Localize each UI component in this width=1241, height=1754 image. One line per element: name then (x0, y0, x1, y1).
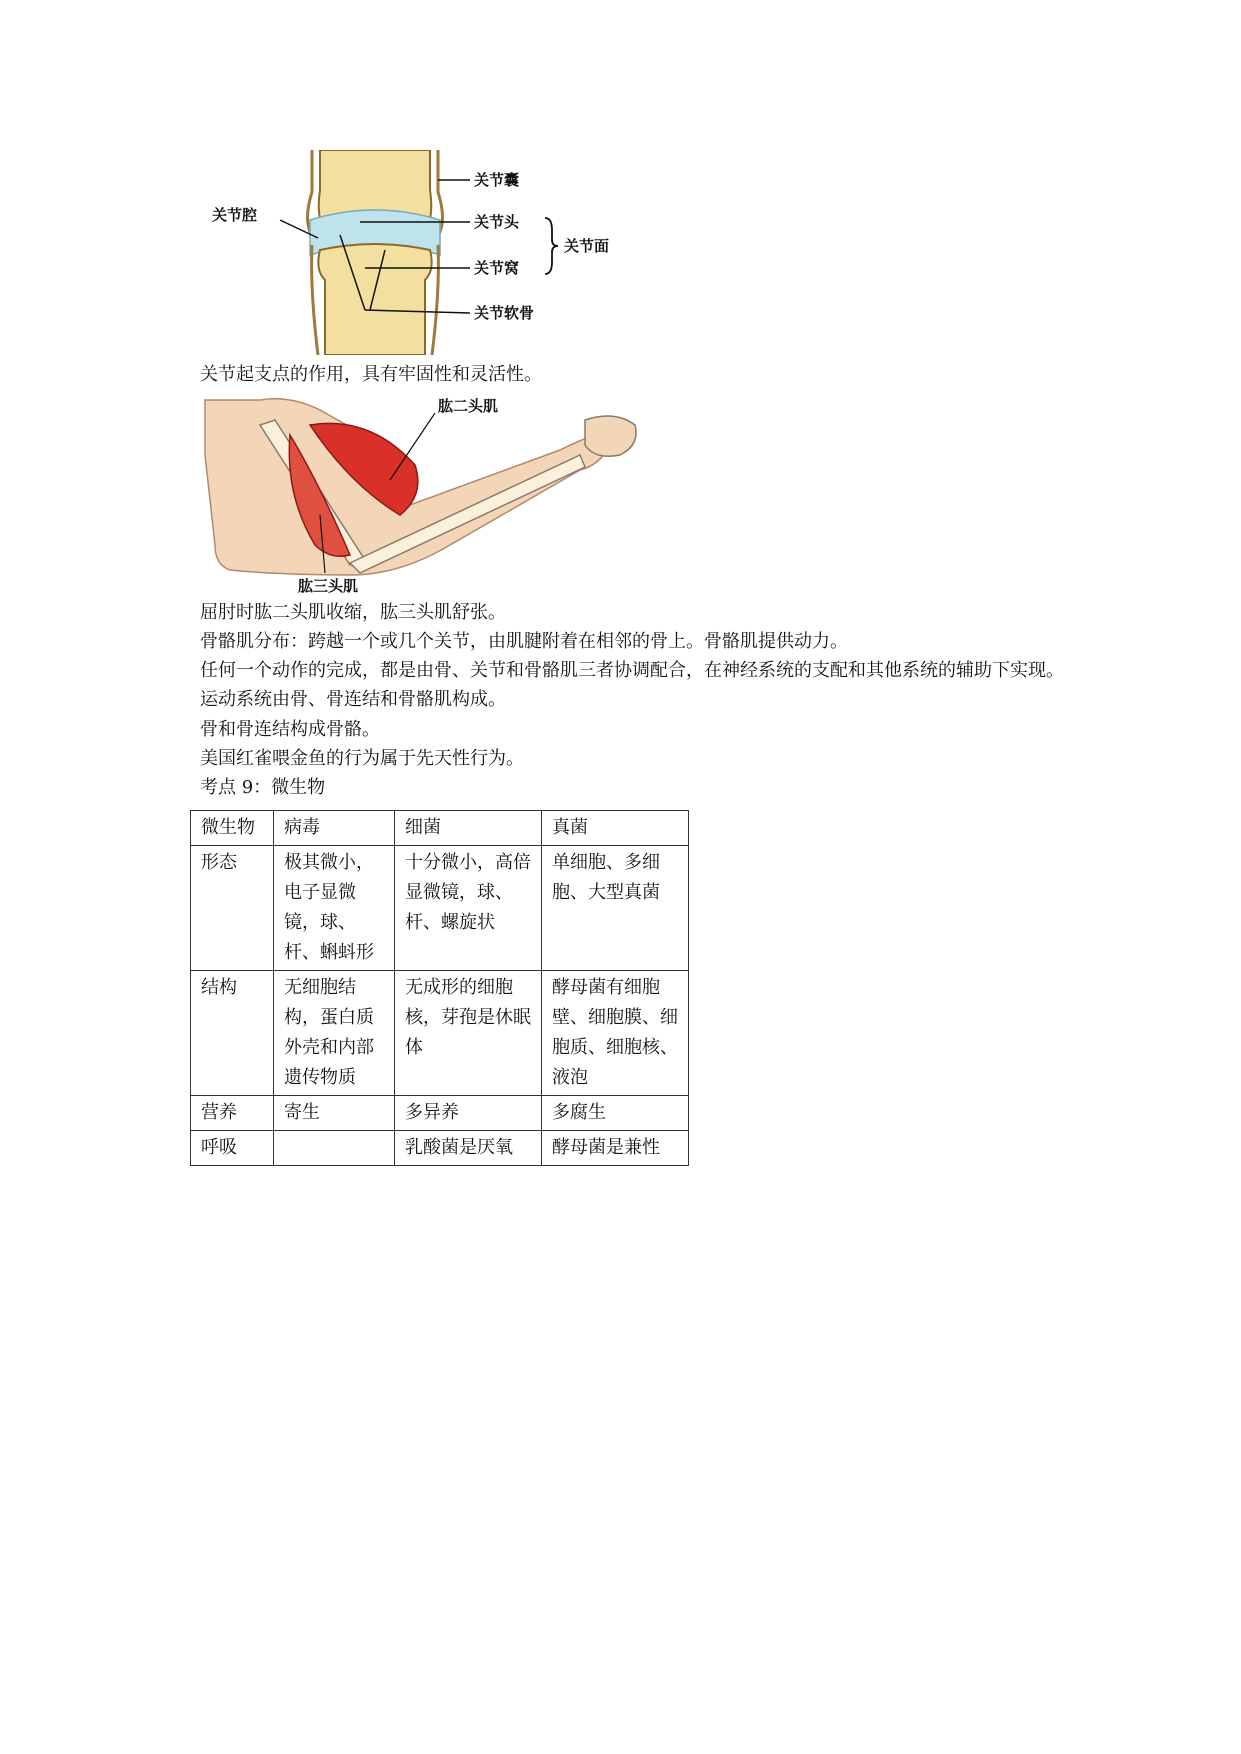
microorganism-table (190, 810, 689, 1166)
table-header-row (191, 811, 689, 846)
table-header-cell: 真菌 (542, 811, 689, 846)
table-cell: 乳酸菌是厌氧 (395, 1131, 542, 1166)
table-cell: 单细胞、多细胞、大型真菌 (542, 846, 689, 971)
table-header-cell: 微生物 (191, 811, 274, 846)
table-cell: 十分微小，高倍显微镜，球、杆、螺旋状 (395, 846, 542, 971)
text-line-2: 屈肘时肱二头肌收缩，肱三头肌舒张。 (200, 602, 506, 623)
text-line-4: 任何一个动作的完成，都是由骨、关节和骨骼肌三者协调配合，在神经系统的支配和其他系统的辅助下实现。 (200, 660, 1064, 681)
text-line-3: 骨骼肌分布：跨越一个或几个关节，由肌腱附着在相邻的骨上。骨骼肌提供动力。 (200, 631, 848, 652)
surface-brace (545, 218, 558, 274)
table-cell: 呼吸 (191, 1131, 274, 1166)
label-biceps: 肱二头肌 (438, 397, 499, 415)
table-cell: 形态 (191, 846, 274, 971)
table-cell: 无细胞结构，蛋白质外壳和内部遗传物质 (274, 971, 395, 1096)
label-socket: 关节窝 (474, 259, 520, 277)
table-cell: 酵母菌有细胞壁、细胞膜、细胞质、细胞核、液泡 (542, 971, 689, 1096)
label-head: 关节头 (474, 213, 520, 231)
table-cell: 寄生 (274, 1096, 395, 1131)
table-cell: 极其微小，电子显微镜，球、杆、蝌蚪形 (274, 846, 395, 971)
table-cell: 营养 (191, 1096, 274, 1131)
table-row (191, 971, 689, 1096)
text-line-1: 关节起支点的作用，具有牢固性和灵活性。 (200, 364, 542, 385)
joint-diagram (200, 150, 660, 355)
table-row (191, 1096, 689, 1131)
text-line-5: 运动系统由骨、骨连结和骨骼肌构成。 (200, 689, 506, 710)
label-triceps: 肱三头肌 (298, 577, 359, 595)
table-header-cell: 细菌 (395, 811, 542, 846)
table-cell: 酵母菌是兼性 (542, 1131, 689, 1166)
hand (585, 416, 636, 456)
lower-bone (318, 244, 431, 355)
text-line-6: 骨和骨连结构成骨骼。 (200, 719, 380, 740)
table-cell (274, 1131, 395, 1166)
label-surface: 关节面 (564, 237, 610, 255)
table-cell: 无成形的细胞核，芽孢是休眠体 (395, 971, 542, 1096)
table-cell: 多异养 (395, 1096, 542, 1131)
label-cartilage: 关节软骨 (474, 304, 535, 322)
label-cavity: 关节腔 (212, 206, 258, 224)
label-capsule: 关节囊 (474, 171, 520, 189)
arm-muscle-diagram (200, 395, 640, 595)
text-line-8: 考点 9：微生物 (200, 777, 326, 798)
table-row (191, 846, 689, 971)
table-cell: 结构 (191, 971, 274, 1096)
table-cell: 多腐生 (542, 1096, 689, 1131)
table-header-cell: 病毒 (274, 811, 395, 846)
text-line-7: 美国红雀喂金鱼的行为属于先天性行为。 (200, 748, 524, 769)
table-row (191, 1131, 689, 1166)
